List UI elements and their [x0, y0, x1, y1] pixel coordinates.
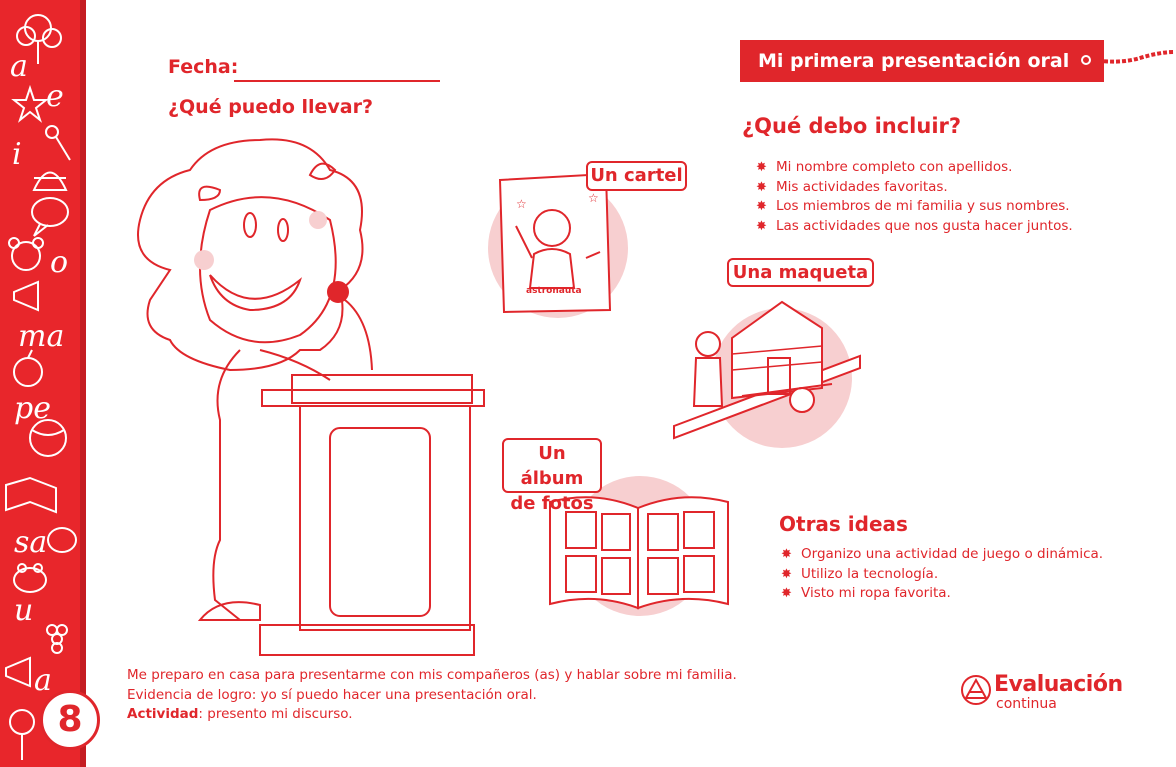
- igloo-icon: [34, 173, 66, 191]
- footer-line-3: [127, 705, 737, 725]
- actividad-text: : presento mi discurso.: [198, 706, 353, 722]
- strip-letter: i: [12, 137, 22, 172]
- megaphone-icon: [14, 282, 38, 310]
- fecha-input-line[interactable]: [234, 80, 440, 82]
- strip-letter: o: [50, 245, 69, 280]
- girl-at-podium-illustration: [100, 120, 490, 660]
- list-item: [756, 178, 1073, 198]
- option-maqueta-label: Una maqueta: [727, 258, 874, 287]
- speech-bubble-icon: [32, 198, 68, 236]
- list-item-text: Mis actividades favoritas.: [776, 178, 948, 195]
- star-bullet-icon: ✸: [756, 160, 767, 175]
- strip-letter: sa: [14, 525, 48, 560]
- star-bullet-icon: ✸: [756, 179, 767, 195]
- footer-line-2: Evidencia de logro: yo sí puedo hacer una presentación oral.: [127, 686, 537, 703]
- cartel-caption: astronauta: [526, 286, 582, 296]
- list-item: [781, 545, 1103, 565]
- star-bullet-icon: ✸: [756, 218, 767, 234]
- microphone-icon: [46, 126, 70, 160]
- strip-letter: e: [46, 79, 64, 114]
- list-item-text: Organizo una actividad de juego o dinámica.: [801, 546, 1104, 562]
- strip-letter: a: [34, 663, 52, 698]
- actividad-label: Actividad: [127, 706, 199, 722]
- footer-line-1: Me preparo en casa para presentarme con mis compañeros (as) y hablar sobre mi familia.: [127, 667, 737, 683]
- list-item: [756, 158, 1073, 178]
- rope-icon: [1080, 46, 1176, 76]
- svg-text:☆: ☆: [516, 197, 527, 211]
- list-item: [781, 565, 1103, 585]
- strip-icons: [0, 0, 84, 767]
- book-icon: [6, 478, 56, 512]
- option-cartel-label: Un cartel: [586, 161, 687, 191]
- album-label-line1: Un álbum: [520, 443, 584, 489]
- list-item-text: Utilizo la tecnología.: [801, 565, 939, 582]
- maqueta-illustration: [672, 288, 862, 448]
- album-label-line2: de fotos: [510, 493, 594, 514]
- grapes-icon: [47, 625, 67, 653]
- tree-icon: [10, 710, 34, 760]
- list-item: [756, 217, 1073, 237]
- footer-text: [127, 666, 737, 725]
- strip-letter: u: [14, 593, 34, 628]
- list-item-text: Mi nombre completo con apellidos.: [776, 159, 1013, 175]
- star-bullet-icon: ✸: [781, 566, 792, 582]
- logo-title: Evaluación: [994, 672, 1123, 697]
- include-list: [756, 158, 1073, 236]
- strip-letter: a: [10, 49, 28, 84]
- megaphone-icon: [6, 658, 30, 686]
- banner-title: Mi primera presentación oral: [758, 50, 1070, 72]
- star-bullet-icon: ✸: [781, 586, 792, 601]
- otras-ideas-heading: Otras ideas: [779, 512, 908, 536]
- que-puedo-llevar-heading: ¿Qué puedo llevar?: [168, 96, 373, 118]
- title-banner: [740, 40, 1104, 82]
- list-item: [781, 584, 1103, 604]
- list-item-text: Visto mi ropa favorita.: [801, 585, 951, 601]
- star-bullet-icon: ✸: [781, 547, 792, 562]
- strip-letter: ma: [18, 319, 65, 354]
- bear-icon: [9, 238, 43, 270]
- star-bullet-icon: ✸: [756, 199, 767, 214]
- list-item: [756, 197, 1073, 217]
- list-item-text: Los miembros de mi familia y sus nombres.: [776, 198, 1070, 214]
- list-item-text: Las actividades que nos gusta hacer juntos.: [776, 217, 1073, 234]
- speech-bubble-icon: [48, 528, 76, 552]
- frog-icon: [14, 564, 46, 592]
- star-icon: [14, 88, 46, 120]
- logo-subtitle: continua: [996, 696, 1057, 712]
- svg-text:☆: ☆: [588, 191, 599, 205]
- strip-letter: pe: [14, 391, 51, 426]
- apple-icon: [14, 350, 42, 386]
- option-album-label: [502, 438, 602, 514]
- page-number: 8: [40, 690, 100, 750]
- evaluacion-logo-icon: [960, 672, 994, 706]
- fecha-label: Fecha:: [168, 56, 239, 78]
- que-debo-incluir-heading: ¿Qué debo incluir?: [742, 114, 962, 138]
- other-ideas-list: [781, 545, 1103, 604]
